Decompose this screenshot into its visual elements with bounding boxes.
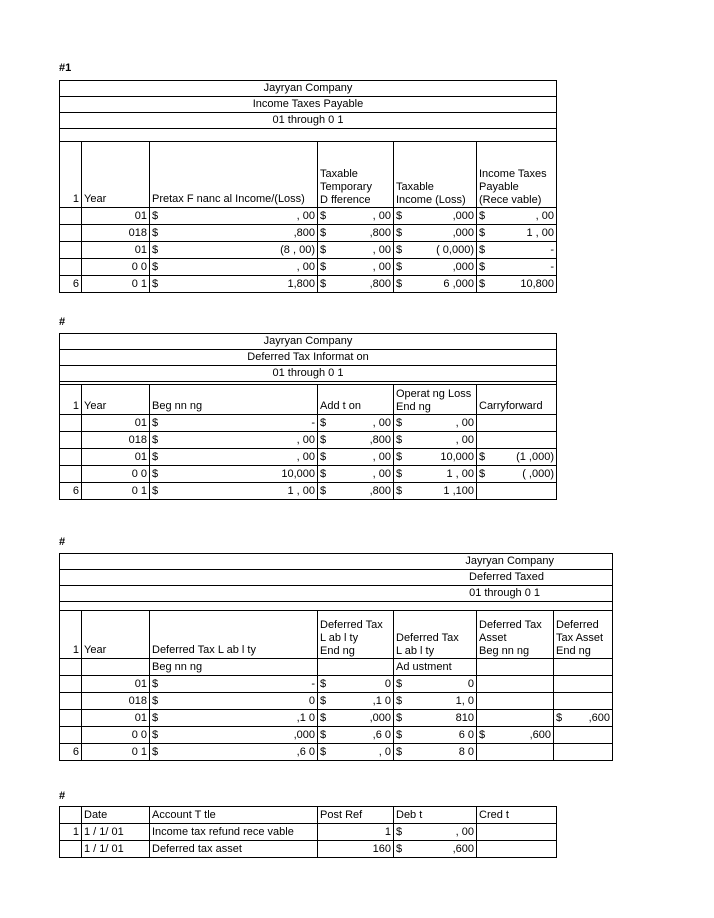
dollar-sign: $ [152, 244, 159, 256]
credit-cell [477, 824, 557, 841]
empty-cell [60, 659, 82, 676]
amount-value: ,800 [293, 227, 315, 239]
row-index [60, 242, 82, 259]
row-index-header: 1 [60, 385, 82, 415]
amount-value: , 00 [455, 434, 474, 446]
dollar-sign: $ [152, 278, 159, 290]
amount-cell [394, 744, 477, 761]
dollar-sign: $ [320, 695, 327, 707]
dollar-sign: $ [320, 417, 327, 429]
amount-cell [150, 276, 318, 293]
dollar-sign: $ [396, 451, 403, 463]
year-cell: 018 [82, 225, 150, 242]
year-cell: 0 0 [82, 259, 150, 276]
amount-value: ,800 [369, 434, 391, 446]
deferred-taxed-table [59, 553, 613, 761]
date-cell: 1 / 1/ 01 [82, 841, 150, 858]
year-cell: 0 1 [82, 276, 150, 293]
amount-cell [394, 415, 477, 432]
addition-header: Add t on [318, 385, 394, 415]
amount-cell [150, 693, 318, 710]
amount-value: , 00 [296, 434, 315, 446]
amount-value: , 00 [372, 244, 391, 256]
year-header: Year [82, 142, 150, 208]
row-index [60, 676, 82, 693]
amount-cell [394, 242, 477, 259]
amount-cell [477, 483, 557, 500]
dollar-sign: $ [320, 278, 327, 290]
row-index [60, 710, 82, 727]
dollar-sign: $ [396, 261, 403, 273]
carryforward-header: Carryforward [477, 385, 557, 415]
amount-cell [477, 744, 554, 761]
row-index: 6 [60, 483, 82, 500]
amount-cell [318, 449, 394, 466]
taxable-income-header: Taxable Income (Loss) [394, 142, 477, 208]
year-header: Year [82, 385, 150, 415]
amount-value: , 00 [455, 826, 474, 838]
amount-value: ,600 [529, 729, 551, 741]
amount-cell [150, 259, 318, 276]
amount-value: (8 , 00) [280, 244, 315, 256]
empty-cell [82, 659, 150, 676]
amount-cell [477, 242, 557, 259]
account-title-cell: Income tax refund rece vable [150, 824, 318, 841]
dollar-sign: $ [152, 227, 159, 239]
dtl-header: Deferred Tax L ab l ty [150, 611, 318, 659]
row-index [60, 727, 82, 744]
amount-value: 0 [467, 678, 474, 690]
amount-value: ,000 [293, 729, 315, 741]
amount-value: , 00 [296, 210, 315, 222]
amount-value: 10,800 [520, 278, 554, 290]
row-index [60, 693, 82, 710]
row-index-header: 1 [60, 142, 82, 208]
amount-value: ,1 0 [296, 712, 315, 724]
year-cell: 0 1 [82, 483, 150, 500]
dollar-sign: $ [320, 485, 327, 497]
year-cell: 01 [82, 676, 150, 693]
dollar-sign: $ [396, 843, 403, 855]
dollar-sign: $ [320, 729, 327, 741]
amount-cell [318, 259, 394, 276]
year-cell: 01 [82, 710, 150, 727]
amount-cell [150, 208, 318, 225]
amount-cell [477, 208, 557, 225]
journal-row [60, 841, 557, 858]
dollar-sign: $ [152, 729, 159, 741]
amount-cell [150, 676, 318, 693]
dollar-sign: $ [396, 434, 403, 446]
amount-value: , 00 [372, 261, 391, 273]
year-cell: 01 [82, 208, 150, 225]
amount-value: ,600 [452, 843, 474, 855]
table-row [60, 432, 557, 449]
dollar-sign: $ [396, 210, 403, 222]
row-index [60, 841, 82, 858]
year-cell: 01 [82, 415, 150, 432]
amount-value: 1,800 [287, 278, 315, 290]
amount-value: ,600 [588, 712, 611, 724]
amount-value: ,800 [369, 278, 391, 290]
amount-value: 10,000 [281, 468, 315, 480]
amount-value: 6 ,000 [443, 278, 474, 290]
dollar-sign: $ [396, 678, 403, 690]
amount-value: 1 , 00 [446, 468, 474, 480]
amount-cell [477, 415, 557, 432]
amount-cell [554, 744, 613, 761]
beginning-header: Beg nn ng [150, 385, 318, 415]
amount-cell [318, 744, 394, 761]
year-cell: 018 [82, 693, 150, 710]
date-cell: 1 / 1/ 01 [82, 824, 150, 841]
amount-value: 1, 0 [455, 695, 474, 707]
dollar-sign: $ [396, 278, 403, 290]
empty-cell [318, 659, 394, 676]
amount-cell [554, 727, 613, 744]
table-row [60, 208, 557, 225]
dollar-sign: $ [152, 451, 159, 463]
dta-ending-header: Deferred Tax Asset End ng [554, 611, 613, 659]
amount-cell [318, 415, 394, 432]
dollar-sign: $ [479, 261, 486, 273]
year-cell: 01 [82, 242, 150, 259]
table-row [60, 449, 557, 466]
row-index: 6 [60, 276, 82, 293]
dollar-sign: $ [320, 210, 327, 222]
row-index-header: 1 [60, 611, 82, 659]
debit-cell [394, 841, 477, 858]
table-row [60, 744, 613, 761]
table-title: Income Taxes Payable [60, 97, 557, 113]
period-title: 01 through 0 1 [60, 113, 557, 129]
table-row [60, 710, 613, 727]
dollar-sign: $ [152, 695, 159, 707]
amount-value: , 00 [372, 468, 391, 480]
amount-value: ,000 [369, 712, 391, 724]
dollar-sign: $ [320, 678, 327, 690]
dollar-sign: $ [479, 729, 486, 741]
period-title: 01 through 0 1 [60, 586, 613, 602]
row-index [60, 208, 82, 225]
amount-cell [394, 727, 477, 744]
row-index [60, 259, 82, 276]
amount-value: ,1 0 [372, 695, 391, 707]
pretax-income-header: Pretax F nanc al Income/(Loss) [150, 142, 318, 208]
debit-header: Deb t [394, 807, 477, 824]
dollar-sign: $ [396, 417, 403, 429]
row-index: 1 [60, 824, 82, 841]
amount-value: 10,000 [440, 451, 474, 463]
amount-cell [477, 225, 557, 242]
empty-cell [477, 659, 554, 676]
amount-cell [150, 483, 318, 500]
table-row [60, 415, 557, 432]
amount-cell [394, 208, 477, 225]
amount-value: ,800 [369, 485, 391, 497]
amount-cell [394, 710, 477, 727]
amount-value: , 0 [378, 746, 391, 758]
amount-value: 1 , 00 [526, 227, 554, 239]
year-header: Year [82, 611, 150, 659]
row-index [60, 466, 82, 483]
spacer-row [60, 129, 557, 142]
income-taxes-payable-header: Income Taxes Payable (Rece vable) [477, 142, 557, 208]
amount-cell [394, 259, 477, 276]
amount-cell [554, 710, 613, 727]
row-index [60, 432, 82, 449]
amount-cell [477, 710, 554, 727]
amount-value: ,6 0 [372, 729, 391, 741]
amount-value: - [550, 261, 554, 273]
table-row [60, 483, 557, 500]
dollar-sign: $ [479, 451, 486, 463]
amount-cell [318, 727, 394, 744]
company-title: Jayryan Company [60, 334, 557, 350]
amount-cell [477, 727, 554, 744]
section-3-number: # [59, 536, 66, 548]
debit-cell [394, 824, 477, 841]
amount-cell [477, 693, 554, 710]
table-title: Deferred Taxed [60, 570, 613, 586]
dollar-sign: $ [396, 712, 403, 724]
amount-value: ( 0,000) [436, 244, 474, 256]
amount-cell [554, 693, 613, 710]
amount-value: ,000 [452, 261, 474, 273]
dollar-sign: $ [152, 210, 159, 222]
dollar-sign: $ [152, 746, 159, 758]
amount-value: - [311, 678, 315, 690]
dollar-sign: $ [320, 261, 327, 273]
dollar-sign: $ [320, 746, 327, 758]
amount-value: (1 ,000) [516, 451, 554, 463]
adjustment-subheader: Ad ustment [394, 659, 477, 676]
amount-cell [150, 710, 318, 727]
table-row [60, 693, 613, 710]
dollar-sign: $ [396, 746, 403, 758]
table-row [60, 242, 557, 259]
amount-value: ,6 0 [296, 746, 315, 758]
amount-value: 0 [384, 678, 391, 690]
amount-cell [150, 242, 318, 259]
year-cell: 0 0 [82, 727, 150, 744]
amount-cell [318, 242, 394, 259]
year-cell: 018 [82, 432, 150, 449]
amount-value: , 00 [455, 417, 474, 429]
year-cell: 01 [82, 449, 150, 466]
table-row [60, 259, 557, 276]
dollar-sign: $ [396, 729, 403, 741]
company-title: Jayryan Company [60, 554, 613, 570]
amount-cell [477, 449, 557, 466]
dollar-sign: $ [152, 434, 159, 446]
dollar-sign: $ [479, 210, 486, 222]
amount-cell [318, 208, 394, 225]
dtl-ending-header: Deferred Tax L ab l ty End ng [318, 611, 394, 659]
spacer-row [60, 602, 613, 611]
dollar-sign: $ [396, 468, 403, 480]
amount-cell [394, 466, 477, 483]
dollar-sign: $ [320, 434, 327, 446]
amount-cell [394, 676, 477, 693]
credit-cell [477, 841, 557, 858]
year-cell: 0 1 [82, 744, 150, 761]
dollar-sign: $ [396, 244, 403, 256]
year-cell: 0 0 [82, 466, 150, 483]
amount-cell [318, 710, 394, 727]
amount-value: , 00 [372, 417, 391, 429]
amount-cell [150, 466, 318, 483]
amount-cell [477, 259, 557, 276]
amount-cell [318, 676, 394, 693]
amount-value: ,800 [369, 227, 391, 239]
amount-value: , 00 [296, 261, 315, 273]
dtl-adjustment-header: Deferred Tax L ab l ty [394, 611, 477, 659]
amount-cell [477, 676, 554, 693]
operating-loss-ending-header: Operat ng Loss End ng [394, 385, 477, 415]
post-ref-cell: 160 [318, 841, 394, 858]
table-row [60, 676, 613, 693]
date-header: Date [82, 807, 150, 824]
amount-cell [150, 415, 318, 432]
temporary-difference-header: Taxable Temporary D fference [318, 142, 394, 208]
table-title: Deferred Tax Informat on [60, 350, 557, 366]
amount-value: 8 0 [458, 746, 474, 758]
dollar-sign: $ [479, 468, 486, 480]
journal-entry-table [59, 806, 557, 858]
dollar-sign: $ [479, 227, 486, 239]
dollar-sign: $ [479, 278, 486, 290]
amount-value: , 00 [372, 210, 391, 222]
amount-cell [318, 466, 394, 483]
period-title: 01 through 0 1 [60, 366, 557, 382]
table-row [60, 466, 557, 483]
amount-cell [318, 432, 394, 449]
amount-value: ( ,000) [522, 468, 554, 480]
amount-cell [394, 483, 477, 500]
dollar-sign: $ [152, 261, 159, 273]
dta-beginning-header: Deferred Tax Asset Beg nn ng [477, 611, 554, 659]
amount-cell [150, 727, 318, 744]
account-title-cell: Deferred tax asset [150, 841, 318, 858]
amount-value: ,000 [452, 227, 474, 239]
amount-cell [394, 276, 477, 293]
row-index: 6 [60, 744, 82, 761]
dollar-sign: $ [320, 712, 327, 724]
dollar-sign: $ [556, 712, 563, 724]
empty-cell [60, 807, 82, 824]
table-row [60, 225, 557, 242]
amount-value: 0 [308, 695, 315, 707]
amount-value: - [550, 244, 554, 256]
dollar-sign: $ [152, 678, 159, 690]
journal-row [60, 824, 557, 841]
section-2-number: # [59, 316, 66, 328]
deferred-tax-information-table [59, 333, 557, 500]
company-title: Jayryan Company [60, 81, 557, 97]
credit-header: Cred t [477, 807, 557, 824]
amount-cell [318, 276, 394, 293]
section-1-number: #1 [59, 62, 72, 74]
amount-value: 1 ,100 [443, 485, 474, 497]
table-row [60, 727, 613, 744]
dollar-sign: $ [396, 485, 403, 497]
amount-cell [150, 449, 318, 466]
dollar-sign: $ [396, 695, 403, 707]
dollar-sign: $ [152, 417, 159, 429]
dollar-sign: $ [320, 227, 327, 239]
amount-value: ,000 [452, 210, 474, 222]
dollar-sign: $ [479, 244, 486, 256]
amount-value: 810 [455, 712, 474, 724]
amount-cell [318, 693, 394, 710]
account-title-header: Account T tle [150, 807, 318, 824]
dollar-sign: $ [152, 712, 159, 724]
empty-cell [554, 659, 613, 676]
amount-cell [318, 483, 394, 500]
dollar-sign: $ [396, 227, 403, 239]
amount-value: , 00 [296, 451, 315, 463]
amount-cell [477, 432, 557, 449]
amount-value: 1 , 00 [287, 485, 315, 497]
amount-cell [394, 225, 477, 242]
amount-cell [394, 449, 477, 466]
amount-cell [150, 225, 318, 242]
beginning-subheader: Beg nn ng [150, 659, 318, 676]
amount-cell [394, 693, 477, 710]
post-ref-cell: 1 [318, 824, 394, 841]
amount-value: , 00 [372, 451, 391, 463]
row-index [60, 225, 82, 242]
amount-value: , 00 [535, 210, 554, 222]
dollar-sign: $ [152, 468, 159, 480]
amount-cell [477, 276, 557, 293]
dollar-sign: $ [396, 826, 403, 838]
amount-value: 6 0 [458, 729, 474, 741]
amount-cell [477, 466, 557, 483]
section-4-number: # [59, 790, 66, 802]
row-index [60, 415, 82, 432]
table-row [60, 276, 557, 293]
row-index [60, 449, 82, 466]
amount-cell [318, 225, 394, 242]
post-ref-header: Post Ref [318, 807, 394, 824]
amount-cell [150, 744, 318, 761]
amount-cell [150, 432, 318, 449]
dollar-sign: $ [320, 468, 327, 480]
amount-value: - [311, 417, 315, 429]
dollar-sign: $ [152, 485, 159, 497]
income-taxes-payable-table [59, 80, 557, 293]
amount-cell [554, 676, 613, 693]
amount-cell [394, 432, 477, 449]
dollar-sign: $ [320, 244, 327, 256]
dollar-sign: $ [320, 451, 327, 463]
